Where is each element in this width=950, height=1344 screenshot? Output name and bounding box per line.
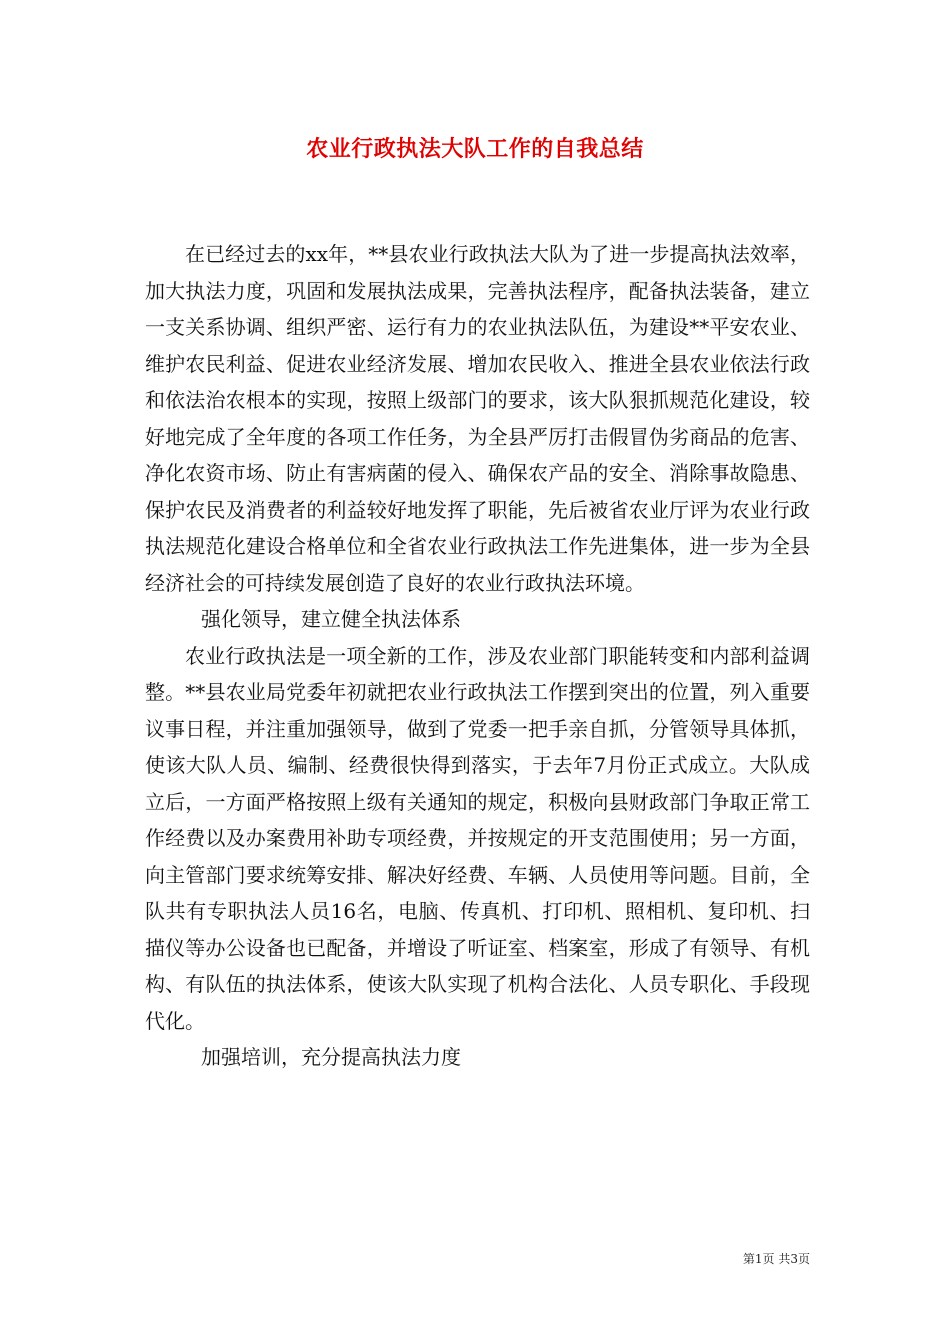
document-body	[145, 236, 810, 1076]
paragraph-intro: 在已经过去的xx年，**县农业行政执法大队为了进一步提高执法效率，加大执法力度，巩固和发展执法成果，完善执法程序，配备执法装备，建立一支关系协调、组织严密、运行有力的农业执法队伍，为建设**平安农业、维护农民利益、促进农业经济发展、增加农民收入、推进全县农业依法行政和依法治农根本的实现，按照上级部门的要求，该大队狠抓规范化建设，较好地完成了全年度的各项工作任务，为全县严厉打击假冒伪劣商品的危害、净化农资市场、防止有害病菌的侵入、确保农产品的安全、消除事故隐患、保护农民及消费者的利益较好地发挥了职能，先后被省农业厅评为农业行政执法规范化建设合格单位和全省农业行政执法工作先进集体，进一步为全县经济社会的可持续发展创造了良好的农业行政执法环境。	[145, 242, 810, 595]
document-title: 农业行政执法大队工作的自我总结	[306, 136, 644, 162]
section-heading-training: 加强培训，充分提高执法力度	[201, 1045, 461, 1069]
paragraph-leadership: 农业行政执法是一项全新的工作，涉及农业部门职能转变和内部利益调整。**县农业局党委年初就把农业行政执法工作摆到突出的位置，列入重要议事日程，并注重加强领导，做到了党委一把手亲自抓，分管领导具体抓，使该大队人员、编制、经费很快得到落实，于去年7月份正式成立。大队成立后，一方面严格按照上级有关通知的规定，积极向县财政部门争取正常工作经费以及办案费用补助专项经费，并按规定的开支范围使用；另一方面，向主管部门要求统筹安排、解决好经费、车辆、人员使用等问题。目前，全队共有专职执法人员16名，电脑、传真机、打印机、照相机、复印机、扫描仪等办公设备也已配备，并增设了听证室、档案室，形成了有领导、有机构、有队伍的执法体系，使该大队实现了机构合法化、人员专职化、手段现代化。	[145, 643, 810, 1033]
section-heading-leadership: 强化领导，建立健全执法体系	[201, 607, 461, 631]
page-number: 第1页 共3页	[742, 1252, 810, 1266]
